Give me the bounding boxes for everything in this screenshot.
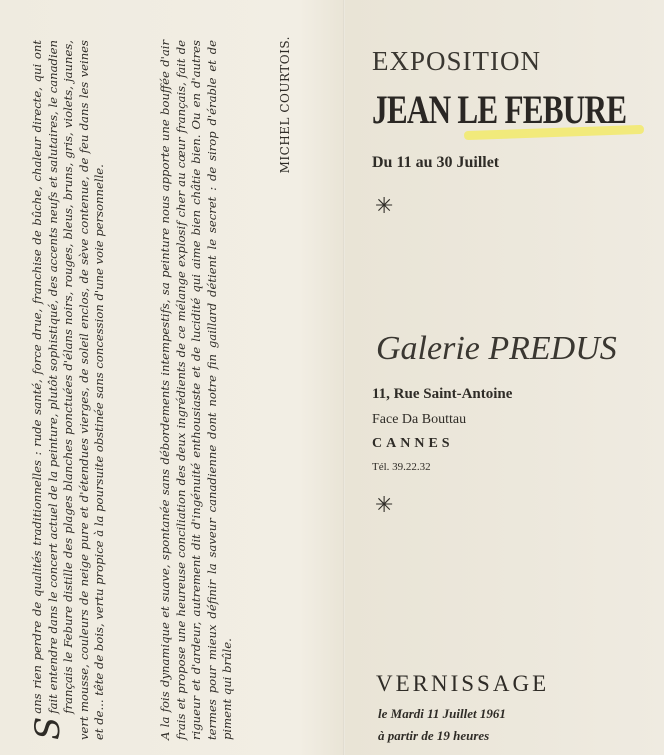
gallery-phone: Tél. 39.22.32 — [372, 461, 431, 473]
essay-rotated — [30, 30, 330, 740]
gallery-landmark: Face Da Bouttau — [372, 412, 467, 427]
asterisk-ornament-icon: ✳ — [375, 493, 394, 518]
exhibition-dates: Du 11 au 30 Juillet — [372, 154, 500, 171]
essay-paragraph-1-text: ans rien perdre de qualités traditionnelles : rude santé, force drue, franchise de bûche, chaleur directe, qui ont fait entendre dans le concert actuel de la peinture, plutôt sophistiqué, des accents neufs et salutaires, le canadien français le Febure distille des plages blanches ponctuées d'élans noirs, rouges, bleus, bruns, gris, violets, jaunes, vert mousse, couleurs de neige pure et d'étendues vierges, de soleil enclos, de sève contenue, de feu dans les veines et de... tête de bois, vertu propice à la poursuite obstinée sans concession d'une voie personnelle. — [30, 40, 107, 740]
vernissage-time: à partir de 19 heures — [378, 728, 490, 743]
gallery-name: Galerie PREDUS — [376, 330, 617, 367]
vernissage-heading: VERNISSAGE — [376, 671, 550, 696]
announcement-panel — [372, 0, 664, 755]
drop-cap: S — [28, 716, 68, 740]
gallery-city: CANNES — [372, 436, 454, 451]
essay-signature: MICHEL COURTOIS. — [278, 36, 292, 174]
essay-column — [30, 30, 330, 740]
gallery-street: 11, Rue Saint-Antoine — [372, 386, 513, 402]
artist-name: JEAN LE FEBURE — [372, 87, 627, 132]
asterisk-ornament-icon: ✳ — [375, 194, 394, 219]
vernissage-date: le Mardi 11 Juillet 1961 — [378, 706, 506, 721]
essay-paragraph-1 — [30, 40, 108, 740]
exposition-heading: EXPOSITION — [372, 46, 541, 76]
fold-line — [343, 0, 345, 755]
essay-paragraph-2: A la fois dynamique et suave, spontanée sans débordements intempestifs, sa peinture nous apporte une bouffée d'air frais et propose une heureuse conciliation des deux ingrédients de ce mélange explosif cher au cœur français, fait de rigueur et d'ardeur, autrement dit d'ingénuité enthousiaste et de lucidité qui aime bien châtie bien. Ou en d'autres termes pour mieux définir la saveur canadienne dont notre fin gaillard détient le secret : de sirop d'érable et de piment qui brûle. — [158, 40, 235, 740]
artist-block — [372, 86, 664, 133]
